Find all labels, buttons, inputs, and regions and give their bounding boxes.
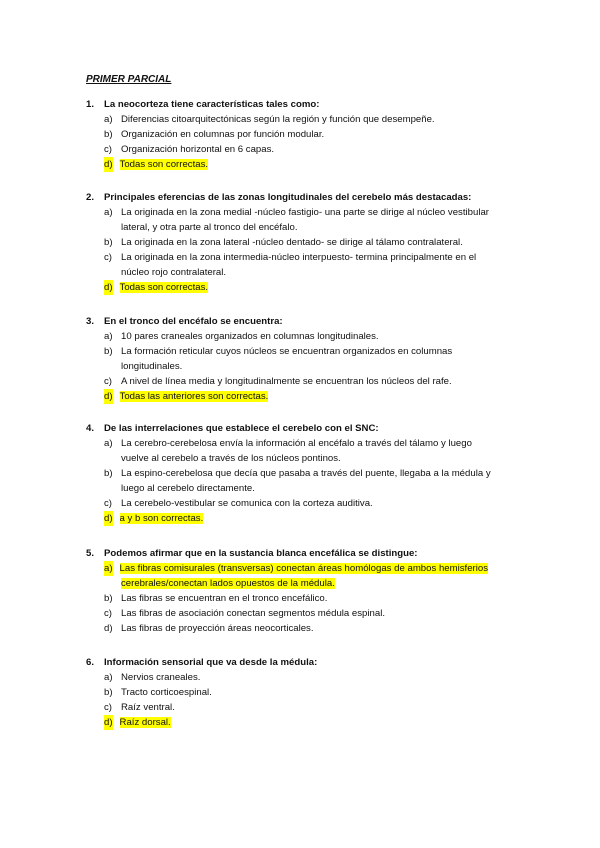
option-text-content: Todas son correctas. xyxy=(119,159,209,170)
option-text-content: La espino-cerebelosa que decía que pasaba a través del puente, llegaba a la médula y xyxy=(121,468,491,479)
question-number: 4. xyxy=(86,423,95,434)
option-letter xyxy=(104,481,121,496)
option-text-content: La originada en la zona intermedia-núcleo interpuesto- termina principalmente en el xyxy=(121,252,477,263)
question-heading xyxy=(86,97,526,112)
question-text: La neocorteza tiene características tales como: xyxy=(104,99,320,110)
answer-option-line xyxy=(104,250,526,265)
question-heading xyxy=(86,190,526,205)
option-text-content: Las fibras se encuentran en el tronco encefálico. xyxy=(121,593,328,604)
option-text-content: Diferencias citoarquitectónicas según la región y función que desempeñe. xyxy=(121,114,435,125)
answer-option-line xyxy=(104,715,526,730)
answer-option-line xyxy=(104,280,526,295)
answer-option-line xyxy=(104,389,526,404)
option-text xyxy=(121,344,526,359)
question-2 xyxy=(86,190,526,295)
answer-option-line xyxy=(104,220,526,235)
option-text xyxy=(121,685,526,700)
option-text-content: Raíz ventral. xyxy=(121,702,175,713)
question-number: 2. xyxy=(86,192,95,203)
option-letter xyxy=(104,451,121,466)
answer-option-line xyxy=(104,481,526,496)
option-letter xyxy=(104,265,121,280)
option-text xyxy=(121,127,526,142)
option-text-content: Las fibras de proyección áreas neocorticales. xyxy=(121,623,314,634)
option-letter: c) xyxy=(104,608,112,619)
option-text-content: Todas las anteriores son correctas. xyxy=(119,391,269,402)
option-letter: b) xyxy=(104,687,113,698)
answer-option-line xyxy=(104,205,526,220)
option-letter xyxy=(104,359,121,374)
question-5 xyxy=(86,546,526,636)
option-text xyxy=(120,511,526,526)
option-text-content: Las fibras de asociación conectan segmentos médula espinal. xyxy=(121,608,385,619)
option-text-content: a y b son correctas. xyxy=(119,513,204,524)
answer-option-line xyxy=(104,142,526,157)
option-text xyxy=(121,700,526,715)
option-text-content: Raíz dorsal. xyxy=(119,717,171,728)
option-text-content: La cerebelo-vestibular se comunica con la corteza auditiva. xyxy=(121,498,373,509)
question-6 xyxy=(86,655,526,730)
option-text-content: Organización horizontal en 6 capas. xyxy=(121,144,275,155)
option-text xyxy=(121,496,526,511)
option-text xyxy=(121,621,526,636)
option-text xyxy=(121,142,526,157)
question-heading xyxy=(86,421,526,436)
option-letter xyxy=(104,220,121,235)
answer-option-line xyxy=(104,700,526,715)
question-number: 5. xyxy=(86,548,95,559)
option-text xyxy=(120,389,526,404)
option-text xyxy=(121,205,526,220)
answer-option-line xyxy=(104,451,526,466)
option-text xyxy=(121,112,526,127)
answer-option-line xyxy=(104,621,526,636)
option-text xyxy=(120,280,526,295)
option-text-content: La originada en la zona medial -núcleo fastigio- una parte se dirige al núcleo vestibular xyxy=(121,207,489,218)
answer-option-line xyxy=(104,157,526,172)
option-letter: b) xyxy=(104,237,113,248)
option-letter: b) xyxy=(104,346,113,357)
option-text-content: Nervios craneales. xyxy=(121,672,201,683)
option-text xyxy=(121,466,526,481)
option-text xyxy=(121,359,526,374)
answer-option-line xyxy=(104,466,526,481)
option-text-content: La formación reticular cuyos núcleos se encuentran organizados en columnas xyxy=(121,346,453,357)
option-text xyxy=(121,265,526,280)
answer-option-line xyxy=(104,374,526,389)
option-text xyxy=(121,374,526,389)
option-letter: d) xyxy=(104,282,113,293)
option-text xyxy=(121,481,526,496)
option-text-content: A nivel de línea media y longitudinalmente se encuentran los núcleos del rafe. xyxy=(121,376,452,387)
question-heading xyxy=(86,546,526,561)
question-text: Información sensorial que va desde la médula: xyxy=(104,657,318,668)
answer-option-line xyxy=(104,576,526,591)
option-letter: c) xyxy=(104,498,112,509)
option-text-content: Organización en columnas por función modular. xyxy=(121,129,325,140)
question-4 xyxy=(86,421,526,526)
answer-option-line xyxy=(104,511,526,526)
option-letter: a) xyxy=(104,114,113,125)
answer-option-line xyxy=(104,685,526,700)
question-text: De las interrelaciones que establece el cerebelo con el SNC: xyxy=(104,423,379,434)
option-text xyxy=(120,715,526,730)
answer-option-line xyxy=(104,591,526,606)
option-text xyxy=(121,250,526,265)
option-text xyxy=(120,157,526,172)
option-text-content: La originada en la zona lateral -núcleo dentado- se dirige al tálamo contralateral. xyxy=(121,237,463,248)
option-letter: a) xyxy=(104,672,113,683)
option-text-content: núcleo rojo contralateral. xyxy=(121,267,227,278)
option-letter: c) xyxy=(104,702,112,713)
question-1 xyxy=(86,97,526,172)
option-text xyxy=(121,606,526,621)
option-letter: b) xyxy=(104,468,113,479)
option-text-content: longitudinales. xyxy=(121,361,183,372)
option-letter: c) xyxy=(104,376,112,387)
option-text xyxy=(120,561,526,576)
answer-option-line xyxy=(104,606,526,621)
option-text-content: cerebrales/conectan lados opuestos de la médula. xyxy=(121,578,335,589)
question-heading xyxy=(86,655,526,670)
option-text-content: Todas son correctas. xyxy=(119,282,209,293)
option-text-content: Las fibras comisurales (transversas) conectan áreas homólogas de ambos hemisferios xyxy=(119,563,488,574)
answer-option-line xyxy=(104,670,526,685)
option-letter: b) xyxy=(104,129,113,140)
option-letter: d) xyxy=(104,513,113,524)
option-letter: a) xyxy=(104,563,113,574)
answer-option-line xyxy=(104,127,526,142)
option-letter: d) xyxy=(104,159,113,170)
option-letter: c) xyxy=(104,252,112,263)
question-number: 1. xyxy=(86,99,95,110)
question-text: En el tronco del encéfalo se encuentra: xyxy=(104,316,283,327)
option-text-content: luego al cerebelo directamente. xyxy=(121,483,255,494)
question-heading xyxy=(86,314,526,329)
option-letter: c) xyxy=(104,144,112,155)
option-text-content: Tracto corticoespinal. xyxy=(121,687,212,698)
option-text xyxy=(121,591,526,606)
option-text xyxy=(121,451,526,466)
option-letter: a) xyxy=(104,331,113,342)
option-text-content: vuelve al cerebelo a través de los núcleos pontinos. xyxy=(121,453,341,464)
option-text-content: La cerebro-cerebelosa envía la información al encéfalo a través del tálamo y luego xyxy=(121,438,472,449)
option-text xyxy=(121,670,526,685)
answer-option-line xyxy=(104,344,526,359)
option-text xyxy=(121,436,526,451)
answer-option-line xyxy=(104,329,526,344)
answer-option-line xyxy=(104,436,526,451)
option-letter xyxy=(104,576,121,591)
option-letter: d) xyxy=(104,391,113,402)
option-letter: d) xyxy=(104,623,113,634)
option-text-content: lateral, y otra parte al tronco del encéfalo. xyxy=(121,222,298,233)
question-3 xyxy=(86,314,526,404)
option-text xyxy=(121,329,526,344)
answer-option-line xyxy=(104,561,526,576)
question-text: Principales eferencias de las zonas longitudinales del cerebelo más destacadas: xyxy=(104,192,472,203)
answer-option-line xyxy=(104,496,526,511)
option-letter: a) xyxy=(104,207,113,218)
option-text-content: 10 pares craneales organizados en columnas longitudinales. xyxy=(121,331,379,342)
question-text: Podemos afirmar que en la sustancia blanca encefálica se distingue: xyxy=(104,548,418,559)
page-title: PRIMER PARCIAL xyxy=(86,74,172,85)
answer-option-line xyxy=(104,112,526,127)
option-letter: b) xyxy=(104,593,113,604)
answer-option-line xyxy=(104,359,526,374)
option-text xyxy=(121,576,526,591)
question-number: 6. xyxy=(86,657,95,668)
question-number: 3. xyxy=(86,316,95,327)
option-letter: d) xyxy=(104,717,113,728)
option-text xyxy=(121,220,526,235)
option-letter: a) xyxy=(104,438,113,449)
answer-option-line xyxy=(104,235,526,250)
answer-option-line xyxy=(104,265,526,280)
option-text xyxy=(121,235,526,250)
